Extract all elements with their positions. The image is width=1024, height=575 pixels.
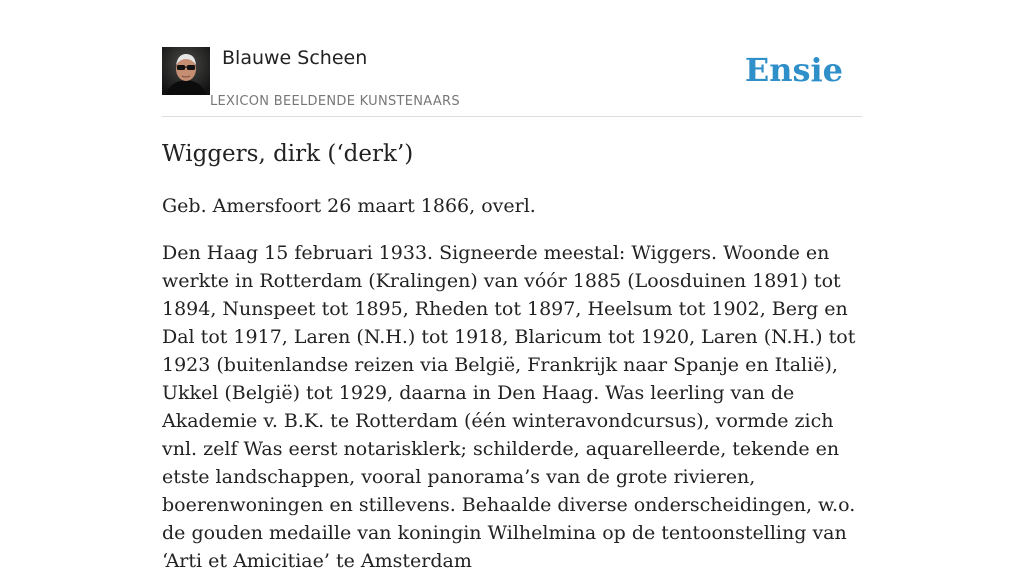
article-paragraph: Geb. Amersfoort 26 maart 1866, overl. (162, 195, 536, 217)
article-content (162, 136, 862, 575)
publication-name[interactable]: LEXICON BEELDENDE KUNSTENAARS (210, 94, 460, 109)
avatar-photo-icon (162, 47, 210, 95)
ensie-logo[interactable]: Ensie (744, 51, 843, 89)
header (162, 46, 862, 117)
article-paragraph: Den Haag 15 februari 1933. Signeerde meestal: Wiggers. Woonde en werkte in Rotterdam (Kralingen) van vóór 1885 (Loosduinen 1891) tot 1894, Nunspeet tot 1895, Rheden tot 1897, Heelsum tot 1902, Berg en Dal tot 1917, Laren (N.H.) tot 1918, Blaricum tot 1920, Laren (N.H.) tot 1923 (buitenlandse reizen via België, Frankrijk naar Spanje en Italië), Ukkel (België) tot 1929, daarna in Den Haag. Was leerling van de Akademie v. B.K. te Rotterdam (één winteravondcursus), vormde zich vnl. zelf Was eerst notarisklerk; schilderde, aquarelleerde, tekende en etste landschappen, vooral panorama’s van de grote rivieren, boerenwoningen en stillevens. Behaalde diverse onderscheidingen, w.o. de gouden medaille van koningin Wilhelmina op de tentoonstelling van ‘Arti et Amicitiae’ te Amsterdam (162, 242, 856, 572)
avatar[interactable] (162, 47, 210, 95)
author-name[interactable]: Blauwe Scheen (222, 47, 368, 69)
article-title: Wiggers, dirk (‘derk’) (162, 141, 414, 167)
